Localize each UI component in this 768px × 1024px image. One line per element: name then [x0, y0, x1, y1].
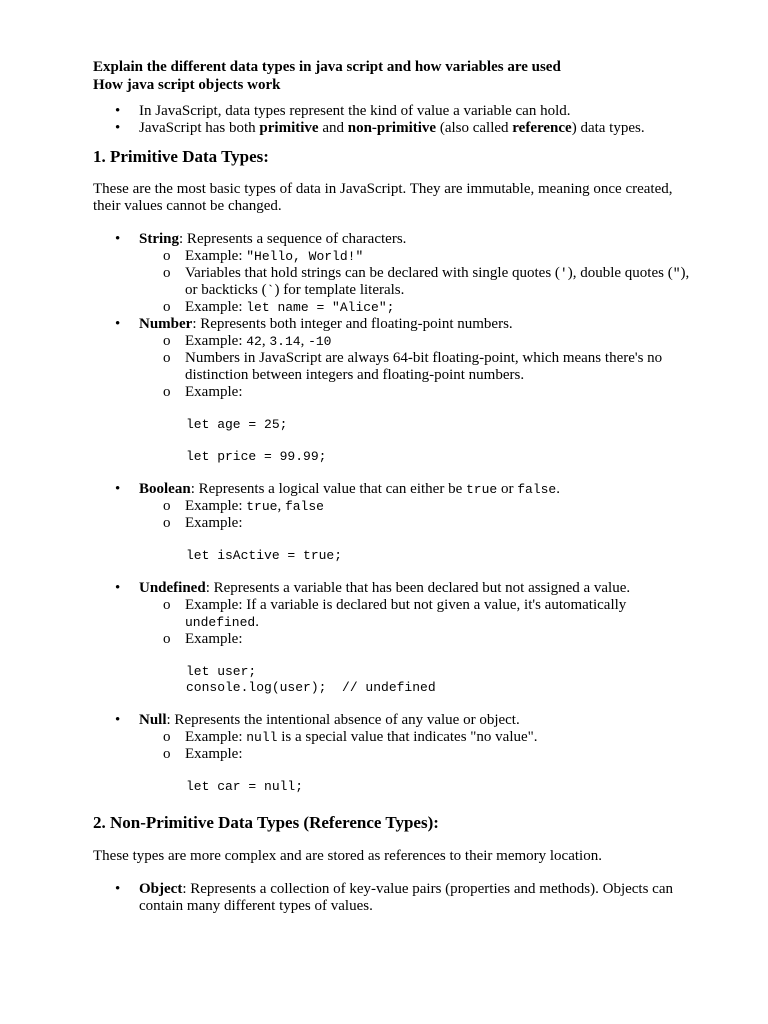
- list-item: [93, 103, 693, 120]
- document-page: [93, 58, 693, 915]
- separator: ,: [261, 333, 270, 349]
- section-2-heading: 2. Non-Primitive Data Types (Reference Types):: [93, 813, 439, 832]
- example-label: Example: If a variable is declared but not given a value, it's automatically: [185, 597, 627, 613]
- sub-bullet-icon: o: [163, 597, 171, 613]
- inline-code: ": [672, 266, 681, 281]
- sub-item: [139, 333, 693, 350]
- list-item-null: [93, 712, 693, 763]
- example-label: Example:: [185, 729, 247, 745]
- intro-text: and: [318, 120, 348, 136]
- code-line: let age = 25;: [186, 417, 288, 432]
- sub-bullet-icon: o: [163, 265, 171, 281]
- term-desc: .: [556, 481, 560, 497]
- sub-item: [139, 515, 693, 532]
- term-desc: : Represents the intentional absence of any value or object.: [166, 712, 520, 728]
- section-1-heading: 1. Primitive Data Types:: [93, 147, 269, 166]
- bullet-icon: •: [115, 316, 121, 332]
- term-number: Number: [139, 316, 193, 332]
- intro-bold-reference: reference: [512, 120, 572, 136]
- code-line: let isActive = true;: [186, 548, 343, 563]
- sub-list: [139, 248, 693, 316]
- sub-list: [139, 729, 693, 763]
- inline-code: 42: [246, 334, 262, 349]
- primitive-types-list-3: [93, 580, 693, 648]
- sub-item: [139, 384, 693, 401]
- inline-code: false: [517, 482, 557, 497]
- sub-bullet-icon: o: [163, 333, 171, 349]
- code-block: [186, 548, 693, 564]
- sub-bullet-icon: o: [163, 729, 171, 745]
- inline-code: `: [266, 283, 275, 298]
- inline-code: 3.14: [269, 334, 301, 349]
- code-line: let price = 99.99;: [186, 449, 327, 464]
- list-item-string: [93, 231, 693, 316]
- term-string: String: [139, 231, 180, 247]
- bullet-icon: •: [115, 231, 121, 247]
- note-text: Numbers in JavaScript are always 64-bit floating-point, which means there's no distinction between integers and floating-point numbers.: [185, 350, 663, 383]
- section-2-paragraph: These types are more complex and are stored as references to their memory location.: [93, 848, 602, 864]
- code-block: [186, 417, 693, 433]
- bullet-icon: •: [115, 881, 121, 897]
- bullet-icon: •: [115, 103, 121, 119]
- term-undefined: Undefined: [139, 580, 206, 596]
- code-line: let car = null;: [186, 779, 304, 794]
- intro-bold-non-primitive: non-primitive: [347, 120, 437, 136]
- term-desc: : Represents a sequence of characters.: [179, 231, 407, 247]
- term-desc: : Represents a collection of key-value pairs (properties and methods). Objects can contain many different types of values.: [139, 881, 673, 914]
- example-label: Example:: [185, 515, 243, 531]
- term-null: Null: [139, 712, 167, 728]
- inline-code: undefined: [185, 615, 256, 630]
- intro-text: ) data types.: [571, 120, 645, 136]
- sub-bullet-icon: o: [163, 631, 171, 647]
- term-desc: or: [497, 481, 518, 497]
- code-block: [186, 449, 693, 465]
- inline-code: ': [559, 266, 568, 281]
- example-label: Example:: [185, 299, 247, 315]
- inline-code: true: [466, 482, 498, 497]
- sub-bullet-icon: o: [163, 746, 171, 762]
- inline-code: null: [246, 730, 278, 745]
- primitive-types-list-2: [93, 481, 693, 532]
- sub-list: [139, 333, 693, 401]
- primitive-types-list-4: [93, 712, 693, 763]
- inline-code: let name = "Alice";: [246, 300, 395, 315]
- bullet-icon: •: [115, 712, 121, 728]
- list-item-number: [93, 316, 693, 401]
- sub-bullet-icon: o: [163, 498, 171, 514]
- sub-bullet-icon: o: [163, 350, 171, 366]
- sub-item: [139, 299, 693, 316]
- inline-code: -10: [308, 334, 332, 349]
- term-desc: : Represents both integer and floating-point numbers.: [192, 316, 513, 332]
- note-text: ) for template literals.: [274, 282, 405, 298]
- intro-bold-primitive: primitive: [259, 120, 319, 136]
- sub-list: [139, 597, 693, 648]
- intro-list: [93, 103, 693, 137]
- term-desc: : Represents a variable that has been declared but not assigned a value.: [205, 580, 631, 596]
- sub-bullet-icon: o: [163, 515, 171, 531]
- intro-text: JavaScript has both: [139, 120, 260, 136]
- sub-bullet-icon: o: [163, 299, 171, 315]
- intro-item-1: In JavaScript, data types represent the kind of value a variable can hold.: [139, 103, 571, 119]
- intro-text: (also called: [436, 120, 513, 136]
- term-desc: : Represents a logical value that can either be: [190, 481, 466, 497]
- example-text: is a special value that indicates "no value".: [277, 729, 538, 745]
- list-item: [93, 120, 693, 137]
- separator: ,: [277, 498, 285, 514]
- sub-item: [139, 248, 693, 265]
- list-item-undefined: [93, 580, 693, 648]
- note-text: ), double quotes (: [567, 265, 673, 281]
- note-text: ), or backticks (: [185, 265, 690, 298]
- list-item-boolean: [93, 481, 693, 532]
- code-line: let user;: [186, 664, 257, 679]
- code-line: console.log(user); // undefined: [186, 680, 436, 695]
- sub-list: [139, 498, 693, 532]
- term-boolean: Boolean: [139, 481, 191, 497]
- document-header: [93, 58, 693, 94]
- bullet-icon: •: [115, 481, 121, 497]
- example-label: Example:: [185, 333, 247, 349]
- term-object: Object: [139, 881, 183, 897]
- sub-item: [139, 498, 693, 515]
- example-label: Example:: [185, 631, 243, 647]
- inline-code: true: [246, 499, 278, 514]
- sub-item: [139, 350, 693, 384]
- sub-item: [139, 729, 693, 746]
- primitive-types-list: [93, 231, 693, 401]
- example-label: Example:: [185, 248, 247, 264]
- separator: ,: [300, 333, 309, 349]
- sub-item: [139, 265, 693, 299]
- note-text: Variables that hold strings can be declared with single quotes (: [185, 265, 560, 281]
- inline-code: "Hello, World!": [246, 249, 364, 264]
- inline-code: false: [284, 499, 324, 514]
- example-label: Example:: [185, 498, 247, 514]
- code-block: [186, 664, 693, 696]
- header-line-2: How java script objects work: [93, 77, 281, 93]
- sub-bullet-icon: o: [163, 248, 171, 264]
- section-1-paragraph: These are the most basic types of data in JavaScript. They are immutable, meaning once created, their values cannot be changed.: [93, 181, 673, 214]
- example-label: Example:: [185, 746, 243, 762]
- header-line-1: Explain the different data types in java script and how variables are used: [93, 59, 561, 75]
- separator: .: [255, 614, 259, 630]
- bullet-icon: •: [115, 580, 121, 596]
- sub-bullet-icon: o: [163, 384, 171, 400]
- bullet-icon: •: [115, 120, 121, 136]
- code-block: [186, 779, 693, 795]
- sub-item: [139, 631, 693, 648]
- non-primitive-types-list: [93, 881, 693, 915]
- sub-item: [139, 597, 693, 631]
- sub-item: [139, 746, 693, 763]
- example-label: Example:: [185, 384, 243, 400]
- list-item-object: [93, 881, 693, 915]
